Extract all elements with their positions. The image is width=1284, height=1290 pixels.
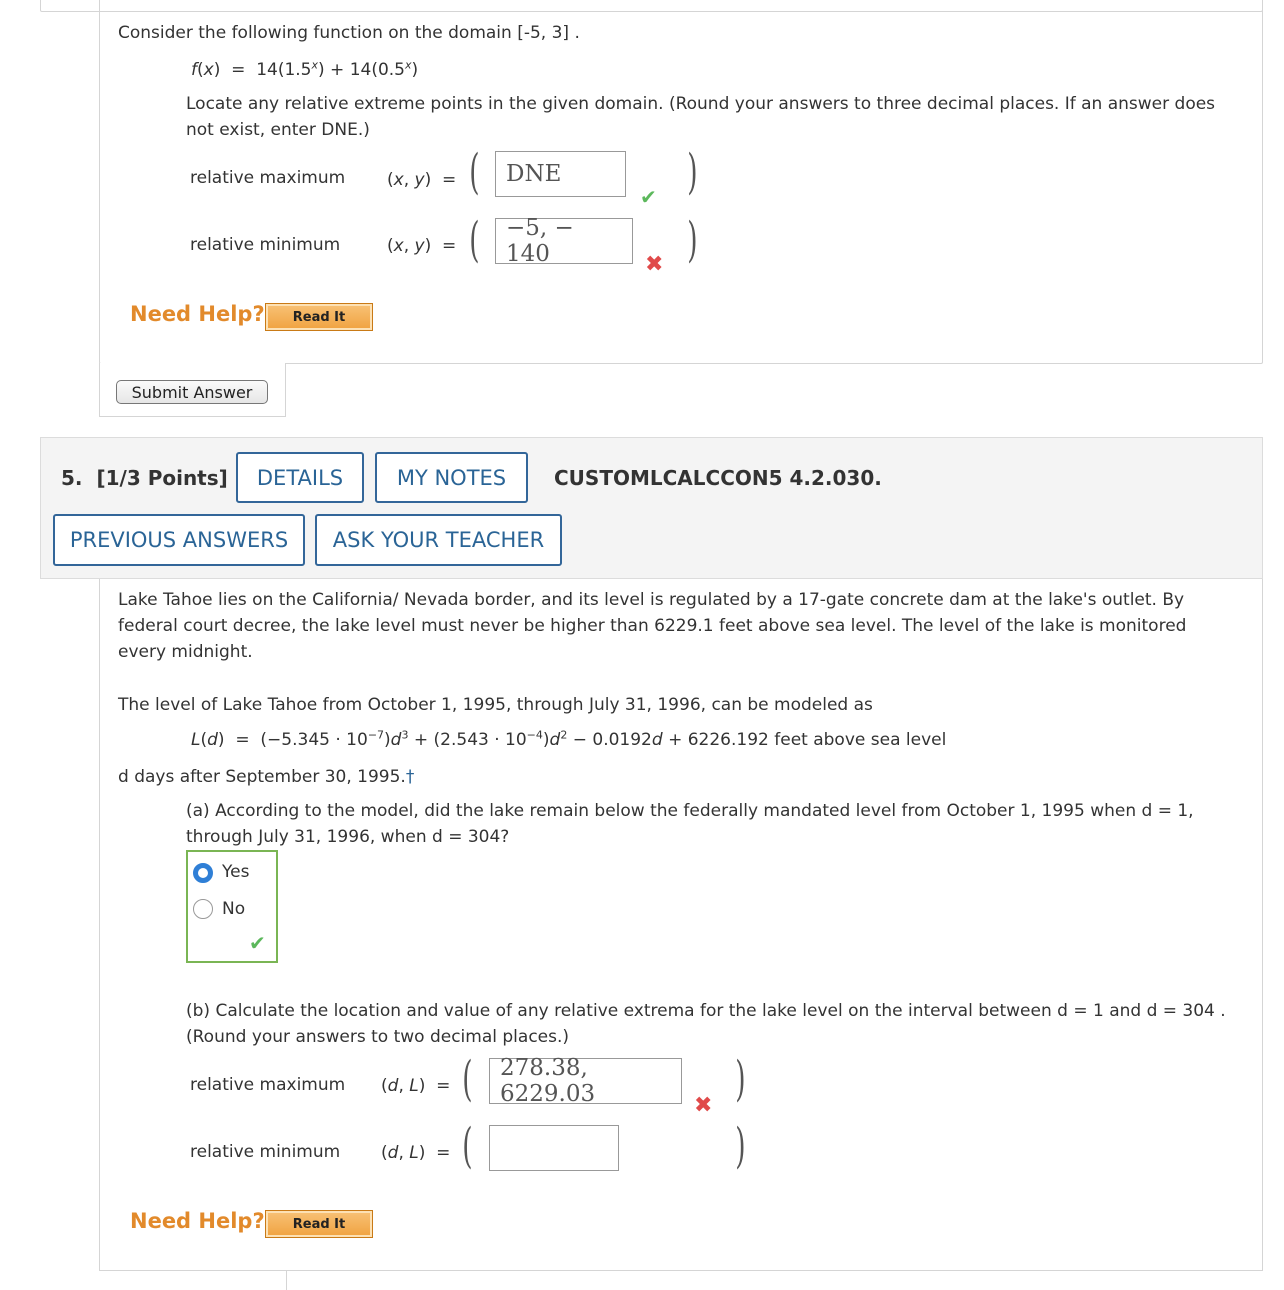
ask-your-teacher-button[interactable]: ASK YOUR TEACHER bbox=[315, 514, 562, 566]
q5-model-equation: $L(d) = (-5.345 \cdot 10^{-7})d^3 + (2.543 \cdot 10^{-4})d^2 - 0.0192d + 6226.192$ feet above sea level bbox=[191, 728, 947, 750]
q4-function: $f(x) = 14(1.5^x) + 14(0.5^x)$ bbox=[191, 58, 419, 80]
q5-rel-min-open-paren: ( bbox=[462, 1118, 473, 1174]
q5-para1-line2: federal court decree, the lake level must never be higher than 6229.1 feet above sea level. The level of the lake is monitored bbox=[118, 616, 1187, 636]
q5-part-a-line2: through July 31, 1996, when d = 304? bbox=[186, 827, 510, 847]
q4-rel-max-input[interactable]: DNE bbox=[495, 151, 626, 197]
q4-rel-max-xy: (x, y) = bbox=[387, 170, 457, 190]
q5-points: [1/3 Points] bbox=[96, 466, 228, 490]
course-id: CUSTOMLCALCCON5 4.2.030. bbox=[554, 466, 882, 490]
previous-answers-button[interactable]: PREVIOUS ANSWERS bbox=[53, 514, 305, 566]
q5-rel-min-close-paren: ) bbox=[735, 1118, 746, 1174]
incorrect-cross-icon: ✖ bbox=[645, 252, 664, 277]
q4-rel-max-label: relative maximum bbox=[190, 168, 346, 188]
no-label: No bbox=[222, 899, 246, 919]
q5-part-b-line2: (Round your answers to two decimal places.) bbox=[186, 1027, 570, 1047]
q5-rel-max-dl: (d, L) = bbox=[381, 1076, 451, 1096]
q4-rel-min-close-paren: ) bbox=[687, 212, 698, 268]
q5-read-it-button[interactable]: Read It bbox=[265, 1210, 373, 1238]
q4-intro: Consider the following function on the domain [-5, 3] . bbox=[118, 23, 580, 43]
q4-rel-min-label: relative minimum bbox=[190, 235, 341, 255]
q5-rel-max-label: relative maximum bbox=[190, 1075, 346, 1095]
footnote-dagger-link[interactable]: † bbox=[405, 767, 415, 787]
q4-rel-min-xy: (x, y) = bbox=[387, 236, 457, 256]
q5-need-help: Need Help? bbox=[130, 1209, 265, 1233]
q5-rel-min-label: relative minimum bbox=[190, 1142, 341, 1162]
q4-instructions: Locate any relative extreme points in the given domain. (Round your answers to three decimal places. If an answer does bbox=[186, 94, 1216, 114]
q5-model-units: feet above sea level bbox=[774, 730, 947, 750]
q5-submit-tab-edge bbox=[286, 1270, 1263, 1290]
q5-rel-min-dl: (d, L) = bbox=[381, 1143, 451, 1163]
q5-rel-max-close-paren: ) bbox=[735, 1051, 746, 1107]
my-notes-button[interactable]: MY NOTES bbox=[375, 452, 528, 503]
q5-days-text: d days after September 30, 1995.† bbox=[118, 767, 415, 787]
q4-rel-min-input[interactable]: −5, − 140 bbox=[495, 218, 633, 264]
correct-check-icon: ✔ bbox=[249, 931, 266, 955]
q5-number: 5. [1/3 Points] bbox=[61, 466, 228, 490]
submit-answer-button[interactable]: Submit Answer bbox=[116, 380, 268, 404]
q4-rel-min-open-paren: ( bbox=[469, 212, 480, 268]
q5-para1-line3: every midnight. bbox=[118, 642, 253, 662]
incorrect-cross-icon: ✖ bbox=[694, 1093, 713, 1118]
yes-radio[interactable] bbox=[193, 863, 213, 883]
yes-label: Yes bbox=[222, 862, 250, 882]
details-button[interactable]: DETAILS bbox=[236, 452, 364, 503]
q4-rel-max-open-paren: ( bbox=[469, 144, 480, 200]
q4-rel-max-close-paren: ) bbox=[687, 144, 698, 200]
q5-rel-min-input[interactable] bbox=[489, 1125, 619, 1171]
q4-instructions-cont: not exist, enter DNE.) bbox=[186, 120, 370, 140]
q5-part-b-line1: (b) Calculate the location and value of any relative extrema for the lake level on the interval between d = 1 and d = 304 . bbox=[186, 1001, 1226, 1021]
correct-check-icon: ✔ bbox=[640, 185, 657, 209]
no-radio[interactable] bbox=[193, 899, 213, 919]
q5-part-a-line1: (a) According to the model, did the lake remain below the federally mandated level from October 1, 1995 when d = 1, bbox=[186, 801, 1194, 821]
q5-rel-max-open-paren: ( bbox=[462, 1051, 473, 1107]
q5-para1-line1: Lake Tahoe lies on the California/ Nevada border, and its level is regulated by a 17-gate concrete dam at the lake's outlet. By bbox=[118, 590, 1185, 610]
q5-rel-max-input[interactable]: 278.38, 6229.03 bbox=[489, 1058, 682, 1104]
q4-read-it-button[interactable]: Read It bbox=[265, 303, 373, 331]
q5-para2: The level of Lake Tahoe from October 1, 1995, through July 31, 1996, can be modeled as bbox=[118, 695, 873, 715]
q4-need-help: Need Help? bbox=[130, 302, 265, 326]
